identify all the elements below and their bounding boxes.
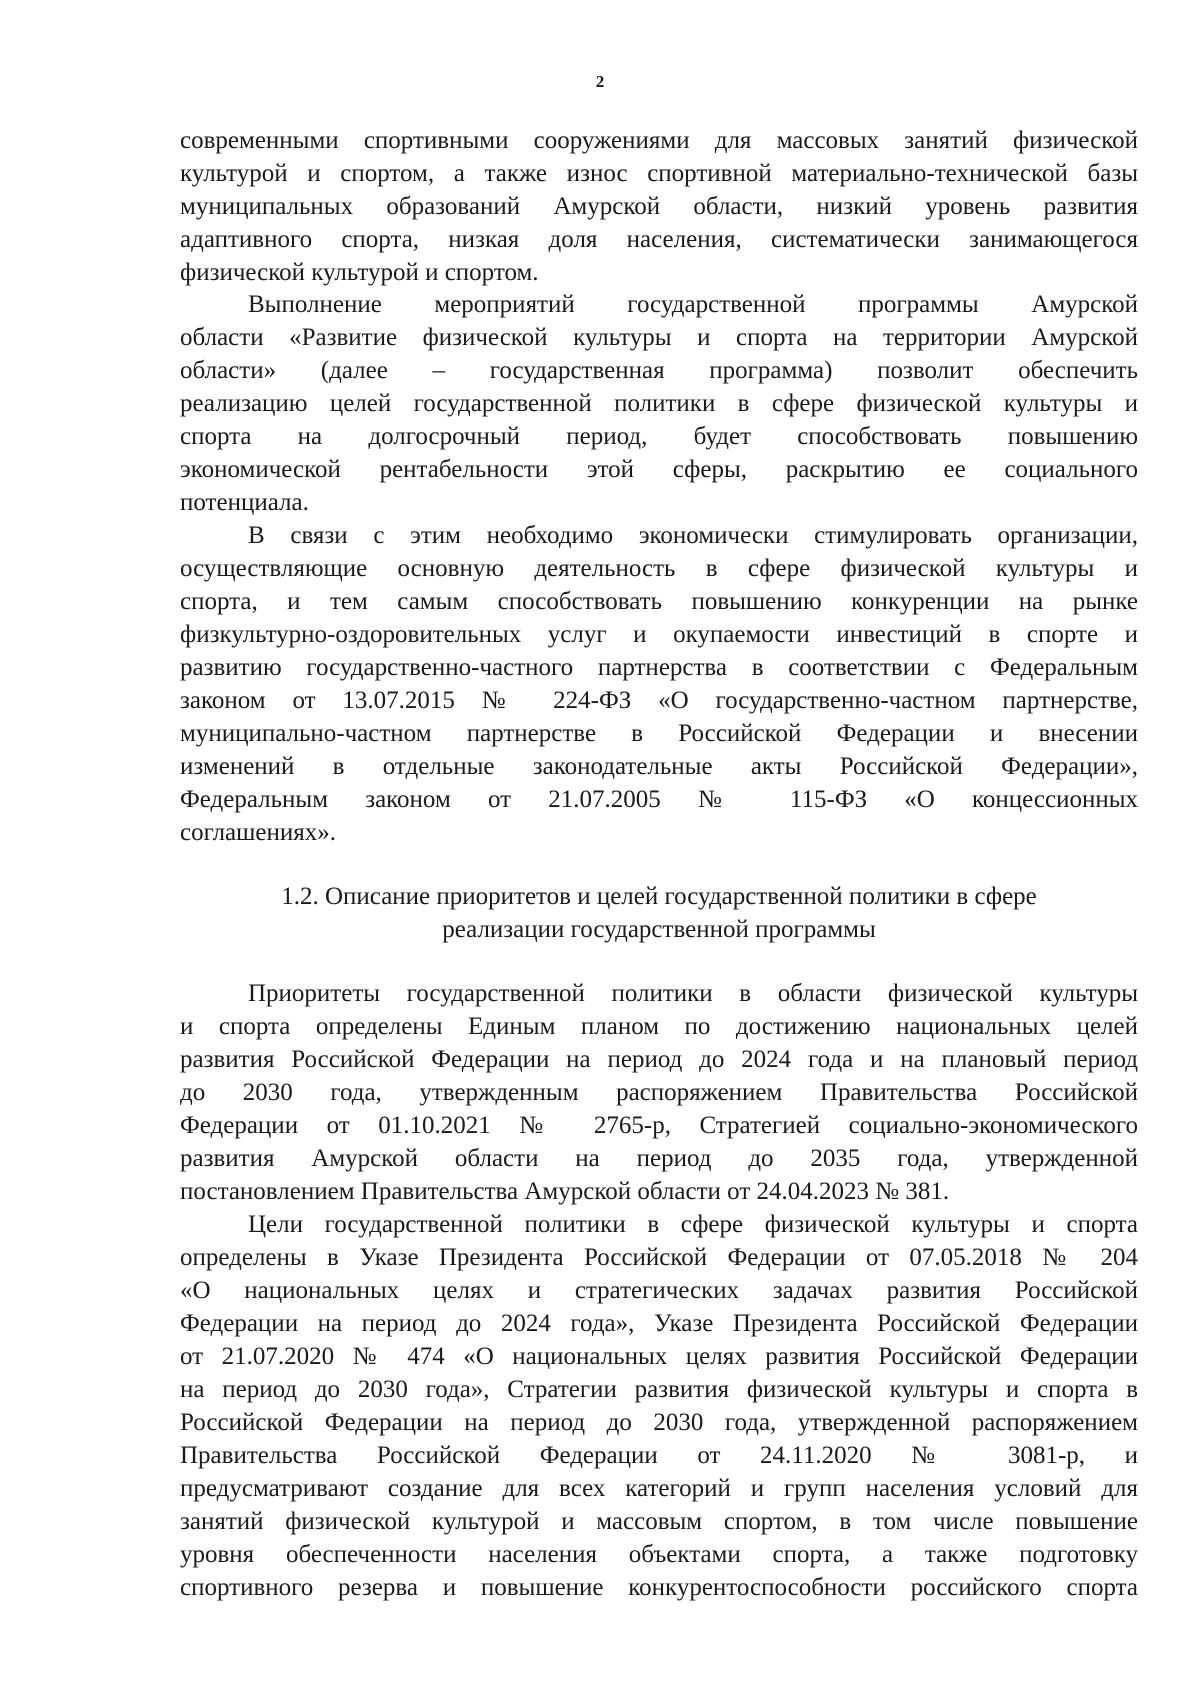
text-line: Приоритеты государственной политики в области физической культуры [248,980,1138,1007]
text-line: потенциала. [180,489,309,516]
text-line: культурой и спортом, а также износ спортивной материально-технической базы [180,160,1138,187]
text-line: адаптивного спорта, низкая доля населения, систематически занимающегося [180,226,1138,253]
section-heading [180,880,1138,946]
text-line: области» (далее – государственная программа) позволит обеспечить [180,357,1138,384]
text-line: В связи с этим необходимо экономически стимулировать организации, [248,522,1138,549]
text-line: развитию государственно-частного партнерства в соответствии с Федеральным [180,654,1138,681]
text-line: физкультурно-оздоровительных услуг и окупаемости инвестиций в спорте и [180,621,1138,648]
paragraph-priorities [180,977,1138,1208]
text-line: уровня обеспеченности населения объектами спорта, а также подготовку [180,1541,1138,1568]
heading-line: 1.2. Описание приоритетов и целей государственной политики в сфере [281,883,1037,910]
paragraph-program-implementation [180,288,1138,519]
text-line: Федеральным законом от 21.07.2005 № 115-ФЗ «О концессионных [180,786,1138,813]
text-line: и спорта определены Единым планом по достижению национальных целей [180,1013,1138,1040]
text-line: на период до 2030 года», Стратегии развития физической культуры и спорта в [180,1376,1138,1403]
heading-line: реализации государственной программы [442,916,876,943]
text-line: спорта на долгосрочный период, будет способствовать повышению [180,423,1138,450]
text-line: Цели государственной политики в сфере физической культуры и спорта [248,1211,1138,1238]
paragraph-goals [180,1208,1138,1604]
text-line: до 2030 года, утвержденным распоряжением Правительства Российской [180,1079,1138,1106]
text-line: муниципально-частном партнерстве в Российской Федерации и внесении [180,720,1138,747]
paragraph-continuation [180,124,1138,289]
text-line: спорта, и тем самым способствовать повышению конкуренции на рынке [180,588,1138,615]
text-line: определены в Указе Президента Российской Федерации от 07.05.2018 № 204 [180,1244,1138,1271]
text-line: экономической рентабельности этой сферы, раскрытию ее социального [180,456,1138,483]
text-line: соглашениях». [180,819,337,846]
text-line: «О национальных целях и стратегических задачах развития Российской [180,1277,1138,1304]
text-line: Федерации на период до 2024 года», Указе Президента Российской Федерации [180,1310,1138,1337]
text-line: Выполнение мероприятий государственной программы Амурской [248,291,1138,318]
text-line: развития Амурской области на период до 2035 года, утвержденной [180,1145,1138,1172]
text-line: осуществляющие основную деятельность в сфере физической культуры и [180,555,1138,582]
text-line: развития Российской Федерации на период до 2024 года и на плановый период [180,1046,1138,1073]
paragraph-economic-stimulation [180,519,1138,849]
text-line: муниципальных образований Амурской области, низкий уровень развития [180,193,1138,220]
text-line: Российской Федерации на период до 2030 года, утвержденной распоряжением [180,1409,1138,1436]
text-line: постановлением Правительства Амурской области от 24.04.2023 № 381. [180,1178,950,1205]
text-line: реализацию целей государственной политики в сфере физической культуры и [180,390,1138,417]
text-line: Федерации от 01.10.2021 № 2765-р, Стратегией социально-экономического [180,1112,1138,1139]
text-line: изменений в отдельные законодательные акты Российской Федерации», [180,753,1138,780]
text-line: спортивного резерва и повышение конкурентоспособности российского спорта [180,1574,1138,1601]
text-line: законом от 13.07.2015 № 224-ФЗ «О государственно-частном партнерстве, [180,687,1138,714]
text-line: области «Развитие физической культуры и спорта на территории Амурской [180,324,1138,351]
text-line: физической культурой и спортом. [180,259,539,286]
page-number: 2 [595,72,605,91]
text-line: от 21.07.2020 № 474 «О национальных целях развития Российской Федерации [180,1343,1138,1370]
text-line: Правительства Российской Федерации от 24.11.2020 № 3081-р, и [180,1442,1138,1469]
text-line: занятий физической культурой и массовым спортом, в том числе повышение [180,1508,1138,1535]
text-line: современными спортивными сооружениями для массовых занятий физической [180,127,1138,154]
text-line: предусматривают создание для всех категорий и групп населения условий для [180,1475,1138,1502]
